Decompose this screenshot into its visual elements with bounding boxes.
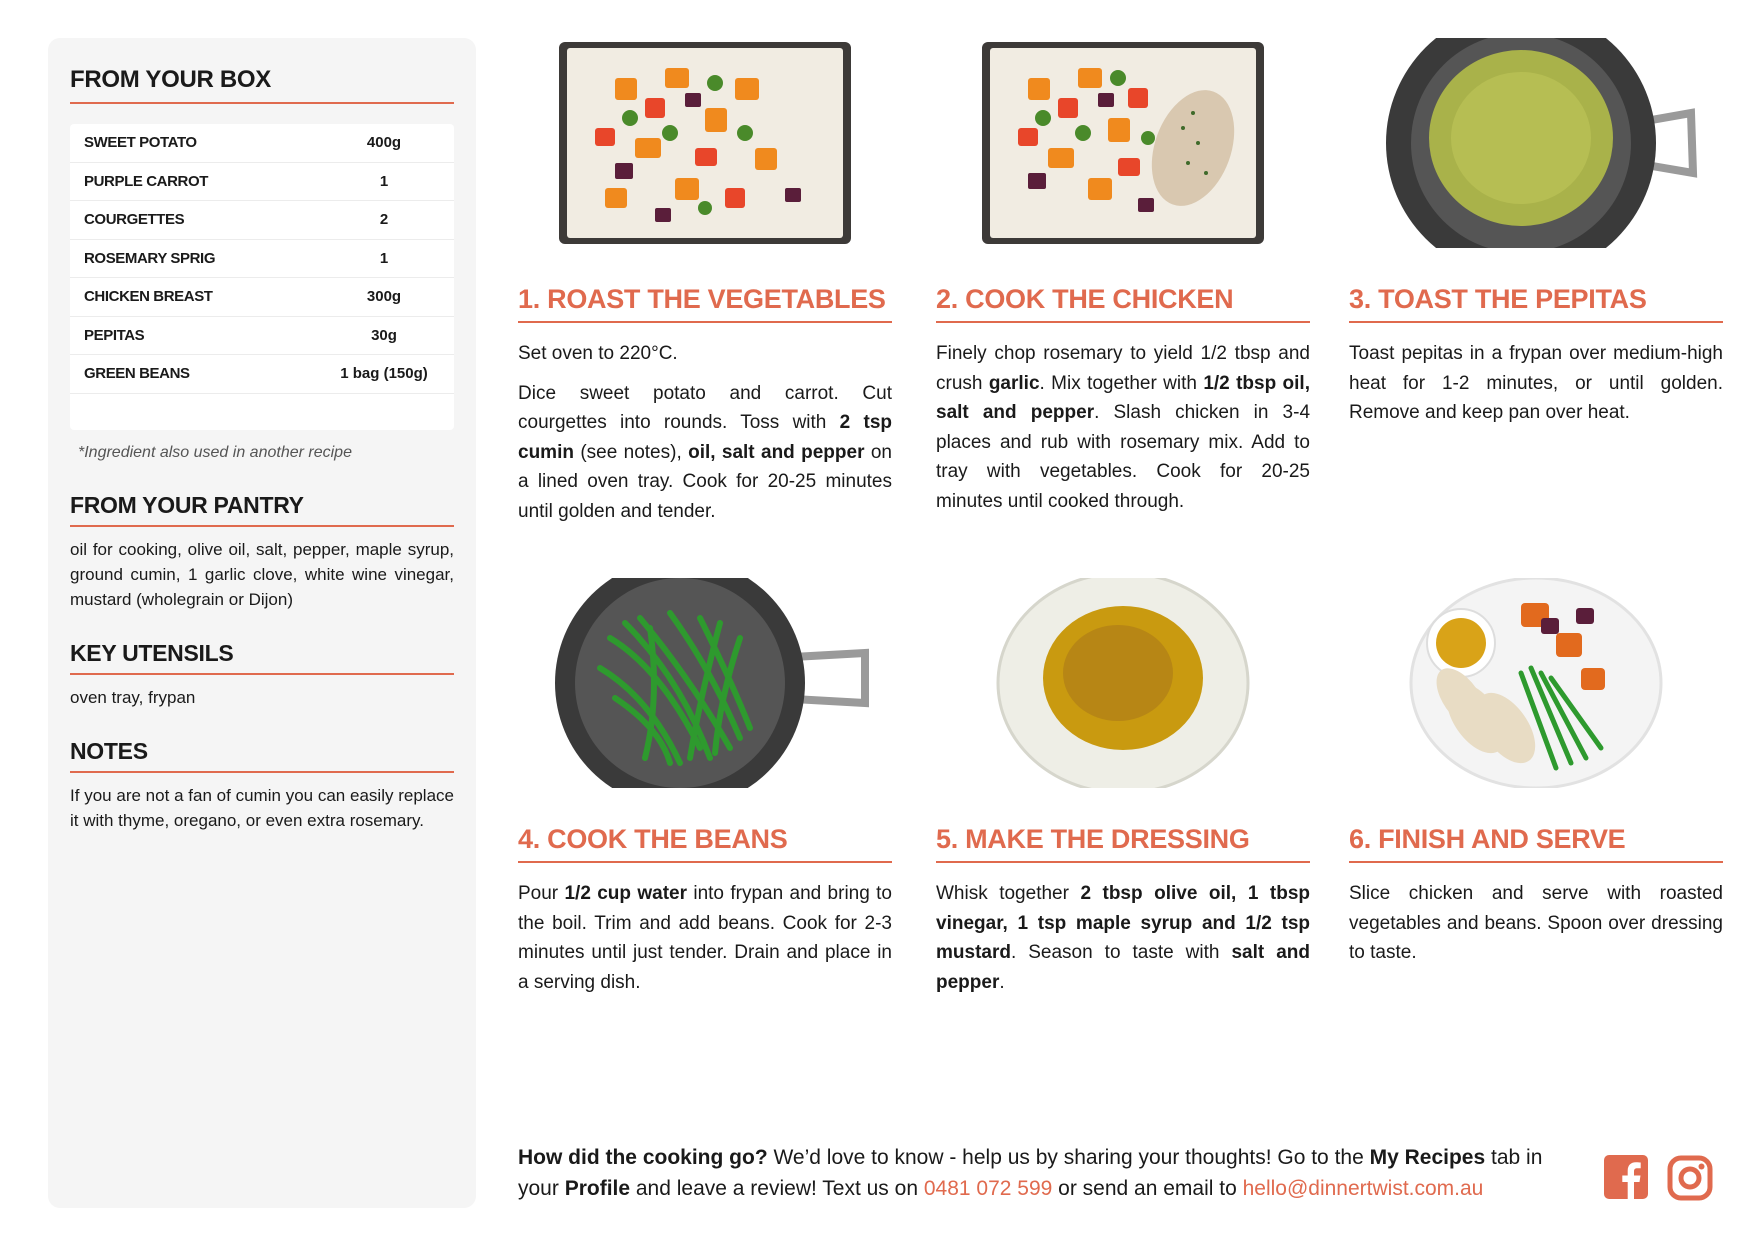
step-title: 6. FINISH AND SERVE bbox=[1349, 824, 1723, 863]
pantry-title: FROM YOUR PANTRY bbox=[70, 492, 454, 527]
ingredient-footnote: *Ingredient also used in another recipe bbox=[78, 444, 352, 461]
text-segment: Whisk together bbox=[936, 883, 1081, 904]
notes-title: NOTES bbox=[70, 738, 454, 773]
ingredient-name: PEPITAS bbox=[84, 326, 145, 344]
text-segment: into frypan and bring to the boil. Trim and add beans. Cook for 2-3 minutes until just tender. Drain and place in a serving dish. bbox=[518, 883, 892, 993]
step-paragraph bbox=[518, 339, 892, 369]
step-title: 3. TOAST THE PEPITAS bbox=[1349, 284, 1723, 323]
ingredient-qty: 1 bbox=[379, 249, 389, 267]
step-3 bbox=[1349, 38, 1723, 438]
ingredient-qty: 1 bbox=[379, 172, 389, 190]
step-title: 4. COOK THE BEANS bbox=[518, 824, 892, 863]
step-paragraph bbox=[936, 879, 1310, 997]
text-segment: How did the cooking go? bbox=[518, 1146, 768, 1169]
text-segment: We’d love to know - help us by sharing your thoughts! Go to the bbox=[767, 1146, 1370, 1169]
text-segment: Profile bbox=[564, 1177, 631, 1200]
ingredient-name: ROSEMARY SPRIG bbox=[84, 249, 216, 267]
step-image bbox=[936, 38, 1310, 248]
utensils-title: KEY UTENSILS bbox=[70, 640, 454, 675]
step-image bbox=[518, 38, 892, 248]
step-1 bbox=[518, 38, 892, 536]
ingredient-name: GREEN BEANS bbox=[84, 365, 190, 383]
step-text bbox=[1349, 879, 1723, 968]
text-segment: on a lined oven tray. Cook for 20-25 minutes until golden and tender. bbox=[518, 441, 892, 522]
ingredient-qty: 400g bbox=[366, 134, 402, 152]
text-segment: Slice chicken and serve with roasted vegetables and beans. Spoon over dressing to taste. bbox=[1349, 883, 1723, 963]
step-paragraph bbox=[1349, 339, 1723, 428]
step-title: 5. MAKE THE DRESSING bbox=[936, 824, 1310, 863]
contact-link[interactable]: hello@dinnertwist.com.au bbox=[1242, 1177, 1484, 1200]
text-segment: Toast pepitas in a frypan over medium-high heat for 1-2 minutes, or until golden. Remove and keep pan over heat. bbox=[1349, 343, 1723, 423]
step-text bbox=[1349, 339, 1723, 428]
notes-section bbox=[70, 738, 454, 833]
text-segment: oil, salt and pepper bbox=[688, 441, 865, 463]
text-segment: Finely chop rosemary to yield 1/2 tbsp and crush bbox=[936, 343, 1310, 394]
ingredient-row bbox=[70, 124, 454, 163]
ingredient-row bbox=[70, 355, 454, 394]
step-text bbox=[518, 879, 892, 997]
text-segment: (see notes), bbox=[573, 441, 689, 463]
ingredient-qty: 2 bbox=[379, 211, 389, 229]
ingredient-row bbox=[70, 201, 454, 240]
step-paragraph bbox=[518, 879, 892, 997]
frypan-beans-image bbox=[540, 578, 870, 788]
step-image bbox=[936, 578, 1310, 788]
text-segment: and leave a review! Text us on bbox=[630, 1177, 924, 1200]
text-segment: . Mix together with bbox=[1039, 372, 1204, 394]
step-image bbox=[1349, 38, 1723, 248]
step-4 bbox=[518, 578, 892, 1007]
text-segment: 2 tbsp olive oil, 1 tbsp vinegar, 1 tsp maple syrup and 1/2 tsp mustard bbox=[936, 883, 1310, 963]
text-segment: Pour bbox=[518, 883, 565, 904]
ingredients-sidebar bbox=[48, 38, 476, 1208]
text-segment: garlic bbox=[988, 372, 1040, 394]
step-paragraph bbox=[518, 379, 892, 527]
ingredient-qty: 30g bbox=[371, 326, 397, 344]
step-paragraph bbox=[936, 339, 1310, 516]
step-title: 1. ROAST THE VEGETABLES bbox=[518, 284, 892, 323]
text-segment: or send an email to bbox=[1052, 1177, 1243, 1200]
text-segment: . Slash chicken in 3-4 places and rub with rosemary mix. Add to tray with vegetables. Cook for 20-25 minutes until cooked through. bbox=[936, 402, 1311, 512]
utensils-section bbox=[70, 640, 454, 710]
step-6 bbox=[1349, 578, 1723, 978]
step-title: 2. COOK THE CHICKEN bbox=[936, 284, 1310, 323]
text-segment: Set oven to 220°C. bbox=[518, 343, 678, 364]
tray-with-chicken-image bbox=[978, 38, 1268, 248]
text-segment: 1/2 cup water bbox=[564, 883, 688, 904]
ingredient-qty: 1 bag (150g) bbox=[340, 365, 428, 383]
text-segment: . bbox=[999, 971, 1005, 993]
utensils-text: oven tray, frypan bbox=[70, 688, 196, 707]
roasting-tray-image bbox=[555, 38, 855, 248]
step-image bbox=[518, 578, 892, 788]
pantry-section bbox=[70, 492, 454, 612]
step-2 bbox=[936, 38, 1310, 526]
ingredients-table bbox=[70, 124, 454, 430]
contact-link[interactable]: 0481 072 599 bbox=[923, 1177, 1053, 1200]
served-plate-image bbox=[1406, 578, 1666, 788]
text-segment: Dice sweet potato and carrot. Cut courgettes into rounds. Toss with bbox=[518, 382, 892, 433]
text-segment: tab in your bbox=[518, 1146, 1543, 1200]
text-segment: . Season to taste with bbox=[1010, 942, 1232, 963]
frypan-pepitas-image bbox=[1371, 38, 1701, 248]
step-text bbox=[936, 879, 1310, 997]
text-segment: 2 tsp cumin bbox=[518, 412, 892, 463]
step-text bbox=[936, 339, 1310, 516]
pantry-text: oil for cooking, olive oil, salt, pepper, maple syrup, ground cumin, 1 garlic clove, white wine vinegar, mustard (wholegrain or Dijon) bbox=[70, 540, 454, 609]
step-5 bbox=[936, 578, 1310, 1007]
notes-text: If you are not a fan of cumin you can easily replace it with thyme, oregano, or even extra rosemary. bbox=[70, 786, 454, 830]
text-segment: 1/2 tbsp oil, salt and pepper bbox=[936, 372, 1310, 423]
ingredient-name: PURPLE CARROT bbox=[84, 172, 208, 190]
dressing-bowl-image bbox=[993, 578, 1253, 788]
step-image bbox=[1349, 578, 1723, 788]
instagram-icon[interactable] bbox=[1667, 1155, 1713, 1206]
feedback-footer bbox=[518, 1142, 1583, 1204]
step-text bbox=[518, 339, 892, 526]
ingredient-row bbox=[70, 317, 454, 356]
ingredient-row bbox=[70, 278, 454, 317]
from-your-box-title: FROM YOUR BOX bbox=[70, 66, 454, 104]
ingredient-row bbox=[70, 163, 454, 202]
ingredient-qty: 300g bbox=[366, 288, 402, 306]
ingredient-name: COURGETTES bbox=[84, 211, 185, 229]
step-paragraph bbox=[1349, 879, 1723, 968]
text-segment: My Recipes bbox=[1369, 1146, 1486, 1169]
ingredient-row bbox=[70, 240, 454, 279]
ingredient-name: SWEET POTATO bbox=[84, 134, 197, 152]
ingredient-name: CHICKEN BREAST bbox=[84, 288, 213, 306]
text-segment: salt and pepper bbox=[936, 942, 1310, 993]
facebook-icon[interactable] bbox=[1604, 1155, 1648, 1204]
